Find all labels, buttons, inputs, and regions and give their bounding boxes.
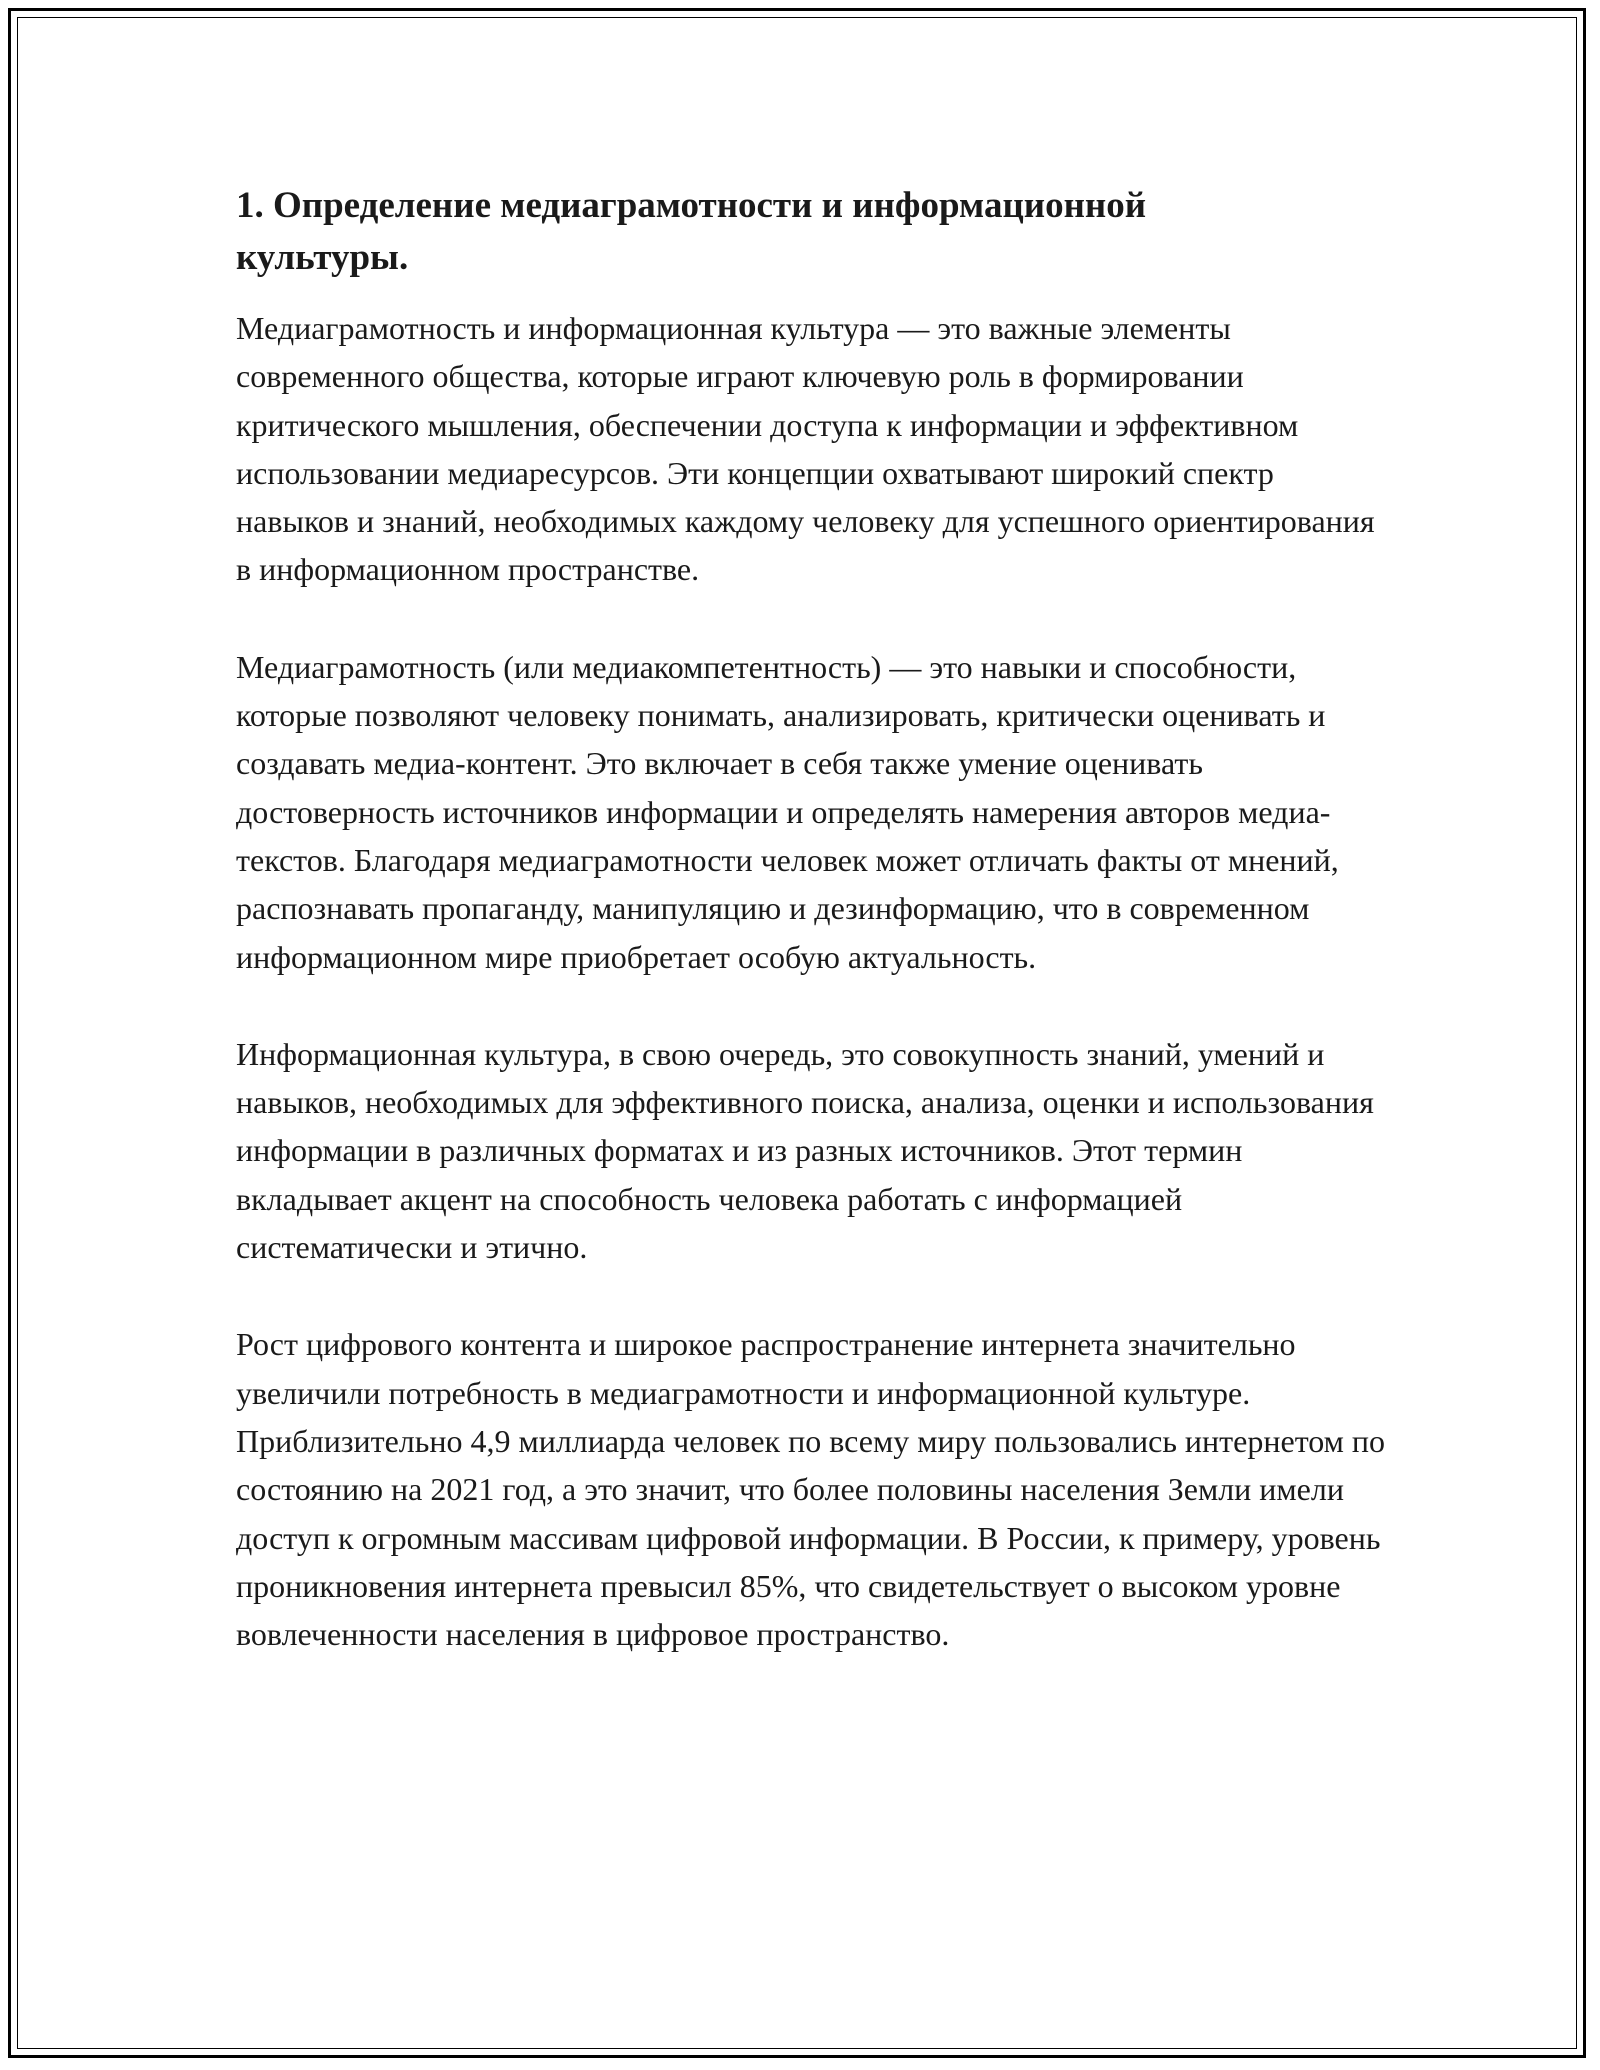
section-heading: 1. Определение медиаграмотности и информационной культуры. bbox=[236, 185, 1147, 278]
paragraph-2: Медиаграмотность (или медиакомпетентность) — это навыки и способности, которые позволяют человеку понимать, анализировать, критически оценивать и создавать медиа-контент. Это включает в себя также умение оценивать достоверность источников информации и определять намерения авторов медиа-текстов. Благодаря медиаграмотности человек может отличать факты от мнений, распознавать пропаганду, манипуляцию и дезинформацию, что в современном информационном мире приобретает особую актуальность. bbox=[236, 648, 1339, 975]
paragraph-3: Информационная культура, в свою очередь, это совокупность знаний, умений и навыков, необходимых для эффективного поиска, анализа, оценки и использования информации в различных форматах и из разных источников. Этот термин вкладывает акцент на способность человека работать с информацией систематически и этично. bbox=[236, 1035, 1374, 1266]
paragraph-4: Рост цифрового контента и широкое распространение интернета значительно увеличили потребность в медиаграмотности и информационной культуре. Приблизительно 4,9 миллиарда человек по всему миру пользовались интернетом по состоянию на 2021 год, а это значит, что более половины населения Земли имели доступ к огромным массивам цифровой информации. В России, к примеру, уровень проникновения интернета превысил 85%, что свидетельствует о высоком уровне вовлеченности населения в цифровое пространство. bbox=[236, 1326, 1386, 1653]
document-body bbox=[236, 180, 1386, 1707]
paragraph-1: Медиаграмотность и информационная культура — это важные элементы современного общества, которые играют ключевую роль в формировании критического мышления, обеспечении доступа к информации и эффективном использовании медиаресурсов. Эти концепции охватывают широкий спектр навыков и знаний, необходимых каждому человеку для успешного ориентирования в информационном пространстве. bbox=[236, 310, 1375, 588]
